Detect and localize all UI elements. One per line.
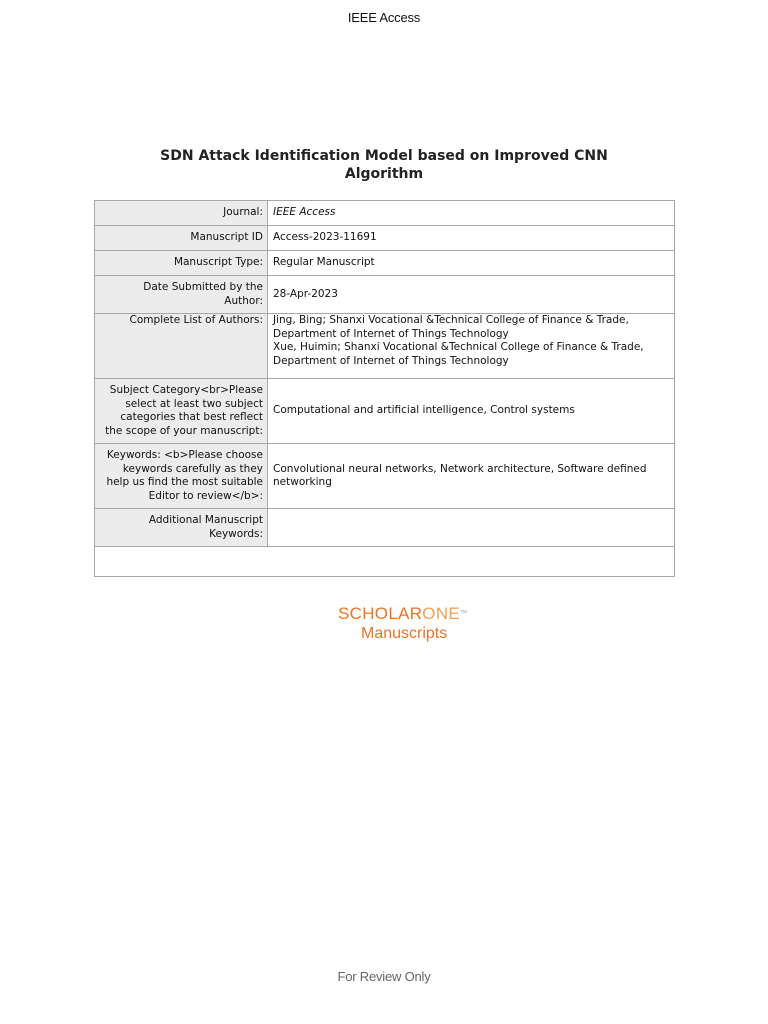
- table-row-manuscript-type: [95, 251, 675, 276]
- keywords-label: [95, 444, 268, 509]
- logo-scholar-text: SCHOLAR: [338, 604, 423, 623]
- manuscript-id-value: Access-2023-11691: [268, 226, 675, 251]
- table-row-additional-keywords: [95, 509, 675, 547]
- date-submitted-label: [95, 276, 268, 314]
- subject-category-label-line: select at least two subject: [125, 397, 263, 410]
- subject-category-value: Computational and artificial intelligence, Control systems: [268, 379, 675, 444]
- subject-category-label-line: Subject Category<br>Please: [109, 384, 263, 396]
- subject-category-label: [95, 379, 268, 444]
- authors-value: [268, 314, 675, 379]
- table-row-date-submitted: [95, 276, 675, 314]
- keywords-value: [268, 444, 675, 509]
- additional-keywords-label: [95, 509, 268, 547]
- authors-label: Complete List of Authors:: [95, 314, 268, 379]
- keywords-label-line: help us find the most suitable: [106, 476, 263, 488]
- logo-manuscripts-text: Manuscripts: [361, 625, 448, 642]
- manuscript-title: [140, 147, 628, 183]
- empty-cell: [95, 547, 675, 577]
- table-row-authors: [95, 314, 675, 379]
- keywords-label-line: Editor to review</b>:: [148, 489, 263, 502]
- journal-label: Journal:: [95, 201, 268, 226]
- subject-category-label-line: categories that best reflect: [120, 411, 263, 423]
- subject-category-label-line: the scope of your manuscript:: [105, 424, 263, 437]
- table-row-manuscript-id: [95, 226, 675, 251]
- date-submitted-label-line-2: Author:: [224, 294, 263, 307]
- manuscript-id-label: Manuscript ID: [95, 226, 268, 251]
- additional-keywords-value: [268, 509, 675, 547]
- running-head: IEEE Access: [347, 10, 421, 25]
- author-line: Xue, Huimin; Shanxi Vocational &Technical College of Finance & Trade,: [273, 341, 644, 353]
- author-line: Department of Internet of Things Technology: [273, 327, 509, 340]
- keywords-label-line: Keywords: <b>Please choose: [106, 449, 263, 461]
- author-line: Department of Internet of Things Technology: [273, 354, 509, 367]
- logo-one-text: ONE: [422, 604, 461, 623]
- keywords-value-line: Convolutional neural networks, Network architecture, Software defined: [273, 462, 647, 475]
- keywords-label-line: keywords carefully as they: [122, 462, 263, 475]
- title-line-2: Algorithm: [344, 166, 424, 182]
- scholarone-logo: [338, 604, 478, 644]
- manuscript-type-value: Regular Manuscript: [268, 251, 675, 276]
- date-submitted-label-line-1: Date Submitted by the: [143, 281, 263, 293]
- title-line-1: SDN Attack Identification Model based on Improved CNN: [160, 148, 608, 164]
- additional-keywords-label-line-1: Additional Manuscript: [148, 514, 263, 526]
- table-row-journal: [95, 201, 675, 226]
- logo-wordmark: [338, 604, 478, 624]
- additional-keywords-label-line-2: Keywords:: [209, 527, 263, 540]
- manuscript-metadata-table: [94, 200, 675, 577]
- manuscript-type-label: Manuscript Type:: [95, 251, 268, 276]
- journal-value: IEEE Access: [268, 201, 675, 226]
- date-submitted-value: 28-Apr-2023: [268, 276, 675, 314]
- keywords-value-line: networking: [273, 476, 332, 488]
- footer-review-note: For Review Only: [337, 969, 431, 984]
- table-row-keywords: [95, 444, 675, 509]
- table-row-subject-category: [95, 379, 675, 444]
- author-line: Jing, Bing; Shanxi Vocational &Technical College of Finance & Trade,: [273, 314, 629, 326]
- table-row-empty: [95, 547, 675, 577]
- logo-trademark: ™: [460, 610, 468, 617]
